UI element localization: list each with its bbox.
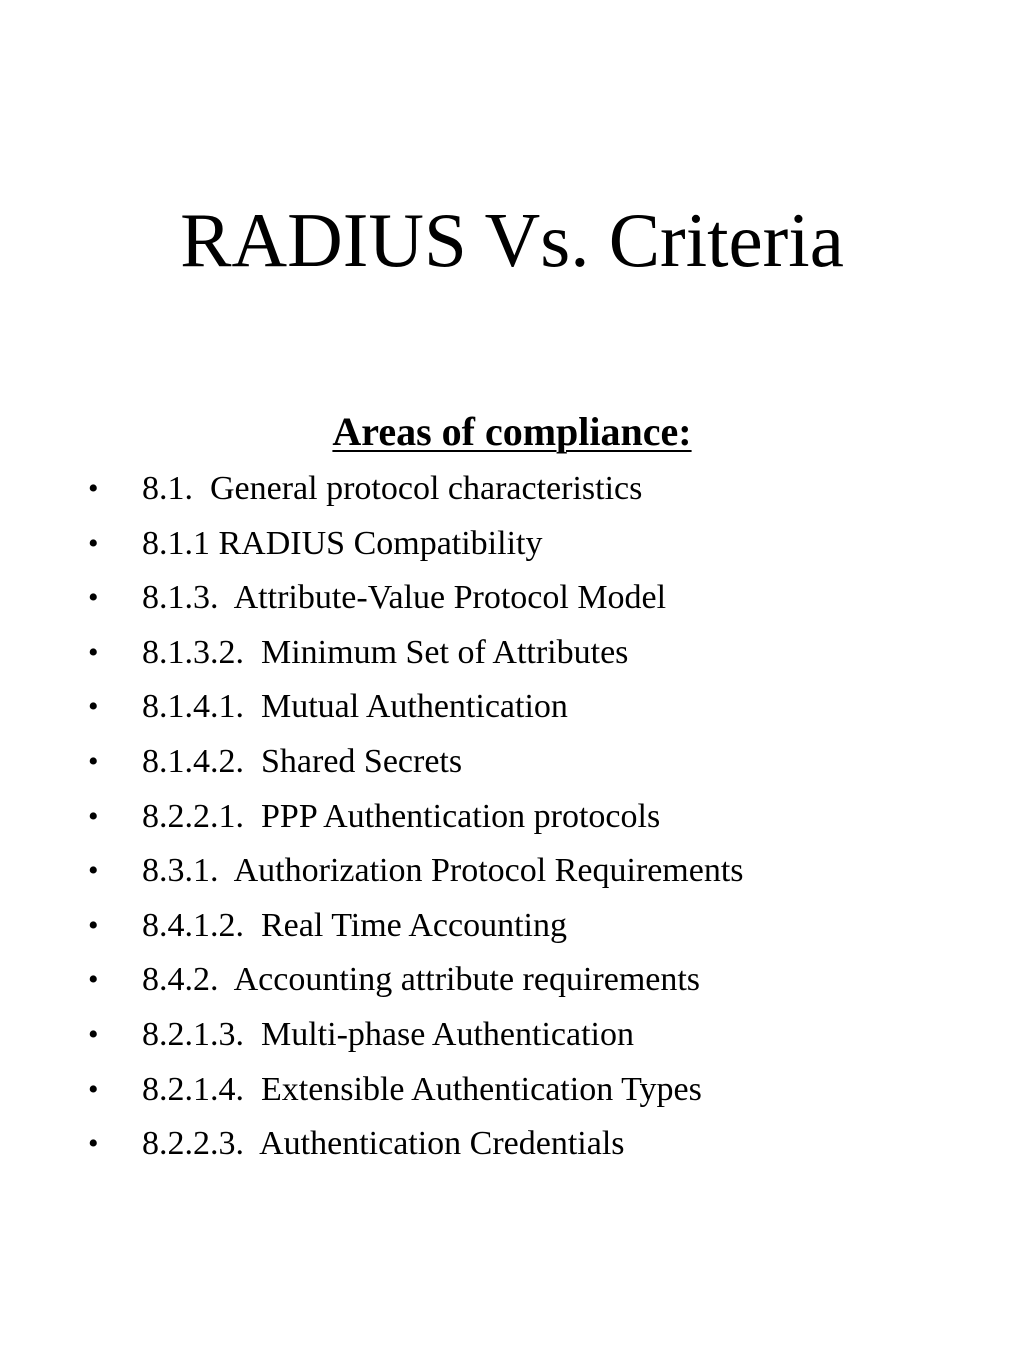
bullet-icon: • [88,472,99,505]
bullet-icon: • [88,526,99,560]
bullet-icon: • [88,854,99,888]
list-item [0,626,1024,681]
list-item-label: 8.4.2. Accounting attribute requirements [142,961,701,999]
bullet-icon: • [88,963,99,997]
bullet-icon: • [88,908,99,942]
bullet-icon: • [88,581,99,615]
list-item-label: 8.4.1.2. Real Time Accounting [142,906,567,944]
list-item-label: 8.1. General protocol characteristics [142,470,643,507]
list-item-label: 8.1.1 RADIUS Compatibility [142,524,543,562]
list-item-label: 8.2.1.4. Extensible Authentication Types [142,1070,702,1108]
list-item-label: 8.3.1. Authorization Protocol Requirements [142,852,744,890]
list-item [0,1008,1024,1063]
bullet-icon: • [88,1072,99,1106]
list-item [0,680,1024,735]
list-item [0,1117,1024,1172]
list-item [0,953,1024,1008]
bullet-icon: • [88,1017,99,1051]
bullet-icon: • [88,690,99,724]
list-item-label: 8.1.4.1. Mutual Authentication [142,688,568,726]
list-item [0,844,1024,899]
list-item [0,517,1024,572]
list-item [0,1063,1024,1118]
list-item-label: 8.1.3. Attribute-Value Protocol Model [142,579,667,617]
bullet-icon: • [88,1127,99,1161]
list-item-label: 8.1.4.2. Shared Secrets [142,742,463,780]
list-item [0,790,1024,845]
list-item [0,462,1024,517]
section-heading [0,406,1024,458]
list-item-label: 8.1.3.2. Minimum Set of Attributes [142,633,629,671]
section-heading-text: Areas of compliance: [332,409,692,454]
list-item [0,735,1024,790]
compliance-list [0,462,1024,1172]
list-item-label: 8.2.1.3. Multi-phase Authentication [142,1015,634,1053]
bullet-icon: • [88,799,99,833]
list-item [0,571,1024,626]
slide-title: RADIUS Vs. Criteria [180,197,844,283]
list-item-label: 8.2.2.3. Authentication Credentials [142,1125,625,1163]
list-item-label: 8.2.2.1. PPP Authentication protocols [142,797,661,835]
bullet-icon: • [88,635,99,669]
list-item [0,899,1024,954]
bullet-icon: • [88,744,99,778]
